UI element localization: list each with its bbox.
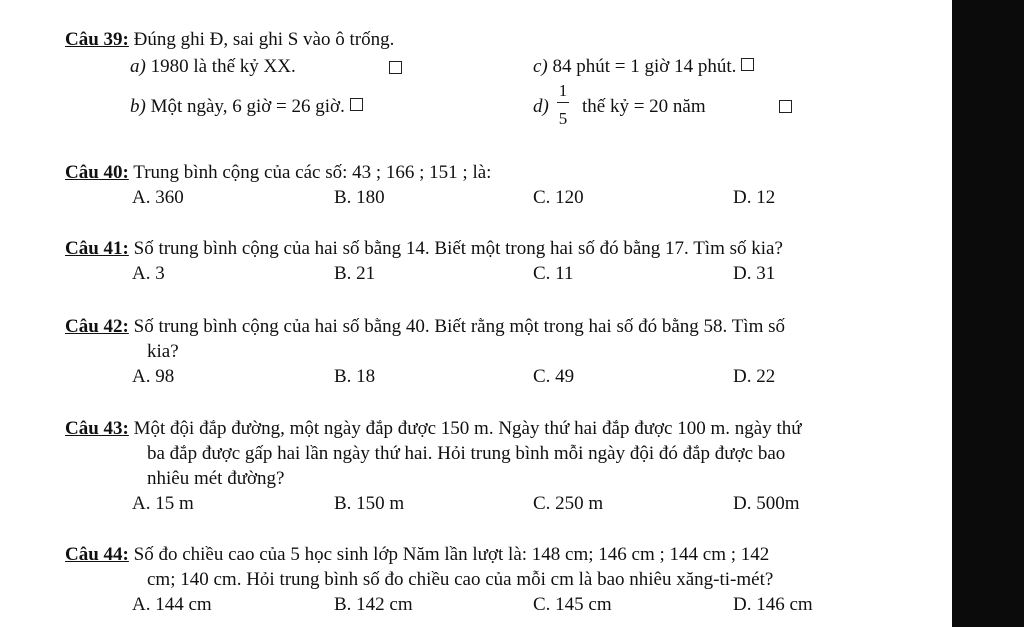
question-39-header	[65, 29, 394, 51]
item-letter: a)	[130, 56, 146, 77]
question-43-prompt-line2: ba đắp được gấp hai lần ngày thứ hai. Hỏi trung bình mỗi ngày đội đó đắp được bao	[147, 443, 786, 464]
option-b[interactable]: B. 180	[334, 187, 385, 208]
answer-checkbox-c[interactable]	[741, 58, 754, 71]
answer-checkbox-d[interactable]	[779, 100, 792, 113]
question-42-prompt-line2: kia?	[147, 341, 179, 362]
option-a[interactable]: A. 3	[132, 263, 165, 284]
question-43-label: Câu 43:	[65, 418, 129, 439]
option-d[interactable]: D. 31	[733, 263, 776, 284]
question-42-prompt-line1: Số trung bình cộng của hai số bằng 40. Biết rằng một trong hai số đó bằng 58. Tìm số	[133, 316, 786, 337]
question-39-item-b	[130, 96, 363, 118]
option-b[interactable]: B. 18	[334, 366, 376, 387]
option-b[interactable]: B. 21	[334, 263, 376, 284]
question-40-header	[65, 162, 491, 184]
option-d[interactable]: D. 12	[733, 187, 776, 208]
answer-checkbox-a[interactable]	[389, 61, 402, 74]
question-44-label: Câu 44:	[65, 544, 129, 565]
question-43-prompt-line1: Một đội đắp đường, một ngày đắp được 150 m. Ngày thứ hai đắp được 100 m. ngày thứ	[133, 418, 802, 439]
option-a[interactable]: A. 144 cm	[132, 594, 212, 615]
answer-checkbox-b[interactable]	[350, 98, 363, 111]
option-c[interactable]: C. 120	[533, 187, 584, 208]
option-d[interactable]: D. 22	[733, 366, 776, 387]
question-40-prompt: Trung bình cộng của các số: 43 ; 166 ; 151 ; là:	[133, 162, 492, 183]
option-c[interactable]: C. 11	[533, 263, 574, 284]
option-a[interactable]: A. 98	[132, 366, 175, 387]
viewer-dark-margin	[952, 0, 1024, 627]
question-41-header	[65, 238, 783, 260]
question-44-prompt-line2: cm; 140 cm. Hỏi trung bình số đo chiều cao của mỗi cm là bao nhiêu xăng-ti-mét?	[147, 569, 774, 590]
question-42-label: Câu 42:	[65, 316, 129, 337]
question-44-header	[65, 544, 769, 566]
question-43-header	[65, 418, 802, 440]
item-text: 84 phút = 1 giờ 14 phút.	[552, 56, 737, 77]
option-c[interactable]: C. 145 cm	[533, 594, 612, 615]
option-d[interactable]: D. 146 cm	[733, 594, 813, 615]
option-c[interactable]: C. 250 m	[533, 493, 604, 514]
item-letter: b)	[130, 96, 146, 117]
question-39-label: Câu 39:	[65, 29, 129, 50]
item-letter: d)	[533, 96, 549, 117]
item-text: 1980 là thế kỷ XX.	[150, 56, 296, 77]
item-text: Một ngày, 6 giờ = 26 giờ.	[150, 96, 345, 117]
question-39-item-a	[130, 56, 296, 78]
question-44-prompt-line1: Số đo chiều cao của 5 học sinh lớp Năm lần lượt là: 148 cm; 146 cm ; 144 cm ; 142	[133, 544, 770, 565]
question-39-item-c	[533, 56, 754, 78]
option-b[interactable]: B. 142 cm	[334, 594, 413, 615]
question-41-label: Câu 41:	[65, 238, 129, 259]
question-41-prompt: Số trung bình cộng của hai số bằng 14. Biết một trong hai số đó bằng 17. Tìm số kia?	[133, 238, 783, 259]
question-39-item-d-text: thế kỷ = 20 năm	[582, 96, 706, 117]
option-b[interactable]: B. 150 m	[334, 493, 405, 514]
option-c[interactable]: C. 49	[533, 366, 575, 387]
question-42-header	[65, 316, 785, 338]
option-a[interactable]: A. 15 m	[132, 493, 194, 514]
fraction-numerator: 1	[558, 81, 568, 100]
question-40-label: Câu 40:	[65, 162, 129, 183]
option-d[interactable]: D. 500m	[733, 493, 800, 514]
item-letter: c)	[533, 56, 548, 77]
fraction-bar	[557, 102, 569, 103]
question-39-item-d-letter	[533, 96, 549, 118]
question-43-prompt-line3: nhiêu mét đường?	[147, 468, 285, 489]
option-a[interactable]: A. 360	[132, 187, 184, 208]
fraction-denominator: 5	[558, 109, 568, 128]
question-39-prompt: Đúng ghi Đ, sai ghi S vào ô trống.	[133, 29, 395, 50]
